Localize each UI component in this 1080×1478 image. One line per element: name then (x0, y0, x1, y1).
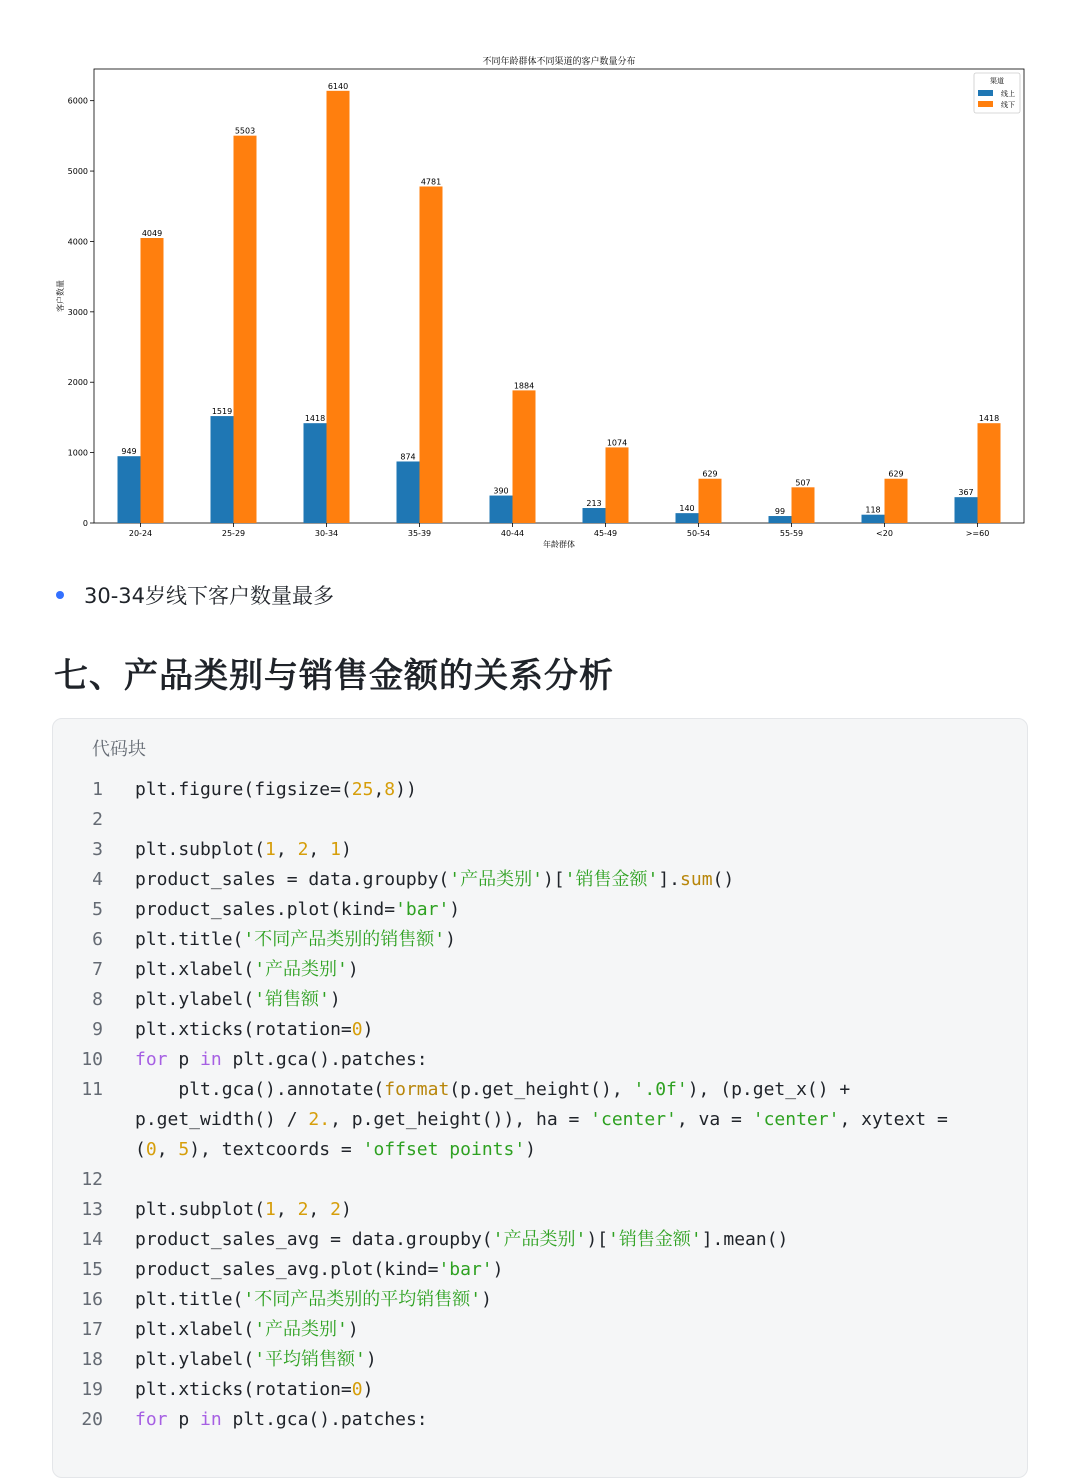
x-tick-label: 40-44 (500, 529, 525, 538)
code-token: , (275, 1199, 298, 1220)
bar-data-label: 4049 (141, 229, 163, 239)
bar-offline (699, 479, 722, 523)
code-token: 8 (384, 779, 396, 800)
code-token: product_sales_avg.plot(kind= (135, 1259, 439, 1280)
y-tick-label: 0 (82, 519, 88, 528)
code-token: , (156, 1139, 179, 1160)
code-text (135, 1225, 975, 1255)
code-text (135, 1255, 975, 1285)
bar-data-label: 949 (121, 447, 137, 457)
y-tick-label: 4000 (67, 237, 88, 247)
bar-data-label: 874 (400, 452, 416, 462)
x-tick-label: 30-34 (314, 529, 339, 538)
line-number: 12 (81, 1169, 103, 1190)
code-block-caption: 代码块 (92, 739, 146, 760)
code-line (53, 1195, 1027, 1225)
chart-title: 不同年龄群体不同渠道的客户数量分布 (482, 57, 636, 67)
legend-swatch (978, 90, 993, 96)
line-number: 9 (92, 1019, 103, 1040)
line-number: 2 (92, 809, 103, 830)
y-tick-label: 3000 (67, 307, 88, 317)
bar-offline (978, 423, 1001, 523)
code-token: for (135, 1409, 168, 1430)
bar-data-label: 1074 (606, 438, 628, 448)
x-tick-label: 25-29 (221, 529, 246, 538)
code-line (53, 1045, 1027, 1075)
code-line (53, 895, 1027, 925)
x-axis-label: 年龄群体 (543, 540, 575, 549)
code-token: ) (525, 1139, 537, 1160)
bar-offline (420, 186, 443, 523)
code-token: for (135, 1049, 168, 1070)
y-axis-label: 客户数量 (56, 280, 65, 312)
bar-offline (513, 390, 536, 523)
code-text (135, 1375, 975, 1405)
bar-data-label: 1418 (978, 414, 1000, 424)
code-token: ) (362, 1019, 374, 1040)
bar-data-label: 1418 (304, 414, 326, 424)
code-token: '不同产品类别的平均销售额' (243, 1289, 482, 1310)
line-number: 10 (81, 1049, 103, 1070)
code-line (53, 1165, 1027, 1195)
code-token: () (712, 869, 735, 890)
code-text (135, 805, 975, 835)
code-token: , (308, 1199, 331, 1220)
code-line (53, 985, 1027, 1015)
bar-online (397, 461, 420, 523)
code-token: '产品类别' (492, 1229, 587, 1250)
code-token: '销售金额' (608, 1229, 702, 1250)
code-token: ) (365, 1349, 377, 1370)
code-token: p (167, 1049, 201, 1070)
bar-data-label: 118 (865, 505, 881, 515)
code-text (135, 865, 975, 895)
line-number: 14 (81, 1229, 103, 1250)
section-heading: 七、产品类别与销售金额的关系分析 (54, 656, 614, 696)
x-tick-label: 50-54 (686, 529, 711, 538)
code-token: plt.gca().patches: (221, 1049, 428, 1070)
bar-online (955, 497, 978, 523)
code-token: product_sales.plot(kind= (135, 899, 396, 920)
code-token: plt.xlabel( (135, 1319, 255, 1340)
x-tick-label: 55-59 (779, 529, 804, 538)
bullet-dot-icon (56, 591, 64, 599)
line-number: 20 (81, 1409, 103, 1430)
bar-online (490, 496, 513, 523)
code-token: , p.get_height()), ha = (330, 1109, 591, 1130)
code-line (53, 1345, 1027, 1375)
code-token: ), textcoords = (189, 1139, 363, 1160)
bar-online (676, 513, 699, 523)
code-token: plt.figure(figsize=( (135, 779, 352, 800)
code-token: plt.gca().patches: (221, 1409, 428, 1430)
y-tick-label: 6000 (67, 96, 88, 106)
bar-data-label: 213 (586, 499, 602, 509)
bar-online (862, 515, 885, 523)
bullet-item (56, 577, 334, 613)
code-token: ) (449, 899, 461, 920)
code-token: ) (362, 1379, 374, 1400)
code-text (135, 1045, 975, 1075)
chart-svg (0, 0, 1080, 565)
line-number: 16 (81, 1289, 103, 1310)
line-number: 8 (92, 989, 103, 1010)
code-token: , (308, 839, 331, 860)
code-token: plt.subplot( (135, 839, 266, 860)
code-line (53, 925, 1027, 955)
line-number: 1 (92, 779, 103, 800)
line-number: 5 (92, 899, 103, 920)
code-token: ) (347, 1319, 359, 1340)
bar-data-label: 390 (493, 486, 509, 496)
code-token: sum (680, 869, 713, 890)
bar-data-label: 367 (958, 488, 974, 498)
code-text (135, 835, 975, 865)
bar-chart (0, 0, 1080, 565)
code-token: '产品类别' (254, 1319, 348, 1340)
code-token: plt.xticks(rotation= (135, 1019, 352, 1040)
code-text (135, 1285, 975, 1315)
bar-online (583, 508, 606, 523)
code-token: 2 (330, 1199, 341, 1220)
code-text (135, 1315, 975, 1345)
code-line (53, 1315, 1027, 1345)
bar-offline (141, 238, 164, 523)
line-number: 13 (81, 1199, 103, 1220)
y-tick-label: 2000 (67, 378, 88, 388)
x-tick-label: 20-24 (128, 529, 153, 538)
code-token: ) (347, 959, 359, 980)
line-number: 11 (81, 1079, 103, 1100)
code-token: p (167, 1409, 201, 1430)
code-line (53, 1225, 1027, 1255)
code-line (53, 865, 1027, 895)
code-token: 'center' (590, 1109, 677, 1130)
x-tick-label: <20 (876, 529, 893, 538)
code-token: plt.xticks(rotation= (135, 1379, 352, 1400)
bar-data-label: 629 (888, 469, 904, 479)
bar-data-label: 99 (774, 507, 786, 517)
code-text (135, 775, 975, 805)
y-tick-label: 5000 (67, 167, 88, 177)
bar-data-label: 6140 (327, 81, 349, 91)
code-token: 5 (178, 1139, 190, 1160)
x-tick-label: >=60 (965, 529, 990, 538)
bar-offline (234, 136, 257, 523)
x-tick-label: 35-39 (407, 529, 432, 538)
code-token: plt.title( (135, 1289, 244, 1310)
code-line (53, 955, 1027, 985)
code-token: (p.get_height(), (449, 1079, 634, 1100)
bar-offline (327, 91, 350, 523)
code-token: ]. (658, 869, 681, 890)
code-text (135, 955, 975, 985)
code-token: , xytext = ( (135, 1109, 959, 1160)
code-line (53, 1015, 1027, 1045)
y-tick-label: 1000 (67, 448, 88, 458)
code-token: ) (340, 839, 352, 860)
code-token: ) (340, 1199, 352, 1220)
code-token: , (373, 779, 385, 800)
bar-data-label: 1519 (211, 407, 233, 417)
code-token: , va = (676, 1109, 753, 1130)
line-number: 17 (81, 1319, 103, 1340)
code-token: 1 (330, 839, 341, 860)
legend-swatch (978, 101, 993, 107)
code-token: , (275, 839, 298, 860)
code-token: ) (329, 989, 341, 1010)
code-lines[interactable] (53, 775, 1027, 1435)
code-token: 'offset points' (362, 1139, 526, 1160)
code-line (53, 1285, 1027, 1315)
legend-label: 线上 (1001, 90, 1015, 98)
bullet-text: 30-34岁线下客户数量最多 (84, 584, 335, 608)
code-token: in (200, 1049, 222, 1070)
code-token: plt.gca().annotate( (135, 1079, 385, 1100)
bar-offline (606, 447, 629, 523)
bar-data-label: 507 (795, 478, 811, 488)
line-number: 3 (92, 839, 103, 860)
code-token: )) (395, 779, 417, 800)
code-token: 'bar' (438, 1259, 493, 1280)
code-token: ].mean() (701, 1229, 789, 1250)
legend-title: 渠道 (990, 77, 1004, 85)
code-text (135, 985, 975, 1015)
code-text (135, 1405, 975, 1435)
code-token: '不同产品类别的销售额' (243, 929, 446, 950)
code-text (135, 925, 975, 955)
code-token: '产品类别' (254, 959, 348, 980)
bar-online (118, 456, 141, 523)
code-token: 2. (308, 1109, 331, 1130)
code-token: '销售金额' (564, 869, 659, 890)
code-token: 0 (351, 1379, 363, 1400)
code-token: 2 (297, 1199, 309, 1220)
code-token: ) (492, 1259, 504, 1280)
bar-online (769, 516, 792, 523)
bar-offline (885, 479, 908, 523)
bar-data-label: 140 (679, 504, 695, 514)
code-token: '平均销售额' (254, 1349, 366, 1370)
code-line (53, 775, 1027, 805)
code-text (135, 1345, 975, 1375)
code-token: )[ (542, 869, 565, 890)
code-token: product_sales_avg = data.groupby( (135, 1229, 493, 1250)
code-text (135, 1075, 975, 1165)
code-token: 1 (265, 839, 276, 860)
code-token: '.0f' (633, 1079, 688, 1100)
code-token: 1 (265, 1199, 276, 1220)
code-token: 0 (145, 1139, 157, 1160)
code-token: 'center' (752, 1109, 840, 1130)
code-token: plt.title( (135, 929, 244, 950)
code-token: '销售额' (254, 989, 330, 1010)
bar-online (211, 416, 234, 523)
x-tick-label: 45-49 (593, 529, 618, 538)
code-token: plt.xlabel( (135, 959, 255, 980)
code-text (135, 1195, 975, 1225)
code-token: 2 (297, 839, 309, 860)
line-number: 4 (92, 869, 103, 890)
legend-label: 线下 (1001, 101, 1015, 109)
line-number: 15 (81, 1259, 103, 1280)
line-number: 6 (92, 929, 103, 950)
code-token: plt.subplot( (135, 1199, 266, 1220)
code-token: ), (p.get_x() + p.get_width() / (135, 1079, 862, 1130)
code-token: 25 (351, 779, 374, 800)
code-token: '产品类别' (449, 869, 543, 890)
line-number: 19 (81, 1379, 103, 1400)
code-line (53, 1255, 1027, 1285)
line-number: 7 (92, 959, 103, 980)
code-token: ) (445, 929, 456, 950)
code-line (53, 805, 1027, 835)
bar-offline (792, 487, 815, 523)
bar-online (304, 423, 327, 523)
code-line (53, 835, 1027, 865)
code-line (53, 1405, 1027, 1435)
bar-data-label: 629 (702, 469, 718, 479)
code-line (53, 1075, 1027, 1165)
line-number: 18 (81, 1349, 103, 1370)
code-text (135, 895, 975, 925)
bar-data-label: 5503 (234, 126, 256, 136)
code-text (135, 1165, 975, 1195)
bar-data-label: 4781 (420, 177, 442, 187)
code-text (135, 1015, 975, 1045)
code-token: product_sales = data.groupby( (135, 869, 450, 890)
code-token: 0 (351, 1019, 363, 1040)
code-token: plt.ylabel( (135, 989, 255, 1010)
code-token: )[ (586, 1229, 608, 1250)
code-token: 'bar' (395, 899, 450, 920)
code-token: in (200, 1409, 222, 1430)
code-token: ) (481, 1289, 492, 1310)
bar-data-label: 1884 (513, 381, 535, 391)
code-token: plt.ylabel( (135, 1349, 255, 1370)
code-token: format (384, 1079, 450, 1100)
code-line (53, 1375, 1027, 1405)
code-block[interactable] (52, 718, 1028, 1478)
